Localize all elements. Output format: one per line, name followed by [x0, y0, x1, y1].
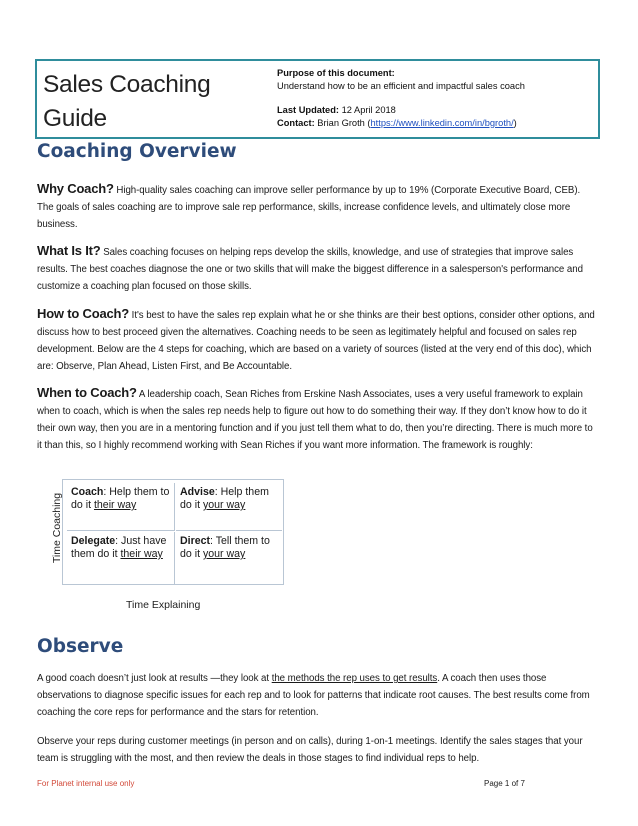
when-to-coach-text: A leadership coach, Sean Riches from Erskine Nash Associates, uses a very useful framework to explain when to coach, which is when the sales rep needs help to figure out how to do something their way. If they don’t know how to do it their own way, then you are in a mentoring function and if you just tell them what to do, then you’re directing. There is much more to it than this, so I highly recommend working with Sean Riches if you want more information. The framework is roughly: — [37, 389, 593, 451]
when-to-coach-paragraph — [37, 384, 599, 454]
observe-p1-end: . A coach then uses those observations to diagnose specific issues for each rep and to look for patterns that indicate root causes. The best results come from coaching the core reps for performance and the stars for retention. — [37, 673, 590, 718]
title-line-2: Guide — [43, 105, 107, 132]
direct-quadrant — [176, 532, 282, 584]
why-coach-paragraph — [37, 180, 599, 233]
how-to-coach-lead: How to Coach? — [37, 306, 130, 321]
when-to-coach-lead: When to Coach? — [37, 385, 137, 400]
title-box — [35, 59, 600, 139]
direct-text: : Tell them to do it — [180, 535, 270, 560]
title-line-1: Sales Coaching — [43, 71, 211, 98]
advise-text: : Help them do it — [180, 486, 269, 511]
what-is-it-text: Sales coaching focuses on helping reps develop the skills, knowledge, and use of strategies that improve sales results. The best coaches diagnose the one or two skills that will make the biggest difference in a salesperson's performance and customize a coaching plan focused on those skills. — [37, 247, 583, 292]
delegate-label: Delegate — [71, 535, 116, 547]
purpose-label: Purpose of this document: — [277, 68, 395, 78]
y-axis-label: Time Coaching — [51, 492, 64, 564]
contact-label: Contact: — [277, 117, 315, 128]
x-axis-label: Time Explaining — [126, 599, 201, 611]
direct-emphasis: your way — [202, 548, 246, 560]
direct-label: Direct — [180, 535, 211, 547]
coach-label: Coach — [71, 486, 104, 498]
coach-quadrant — [67, 483, 175, 531]
updated-value: 12 April 2018 — [341, 105, 396, 115]
contact-name: Brian Groth ( — [317, 117, 371, 128]
advise-quadrant — [176, 483, 282, 531]
delegate-text: : Just have them do it — [71, 535, 167, 560]
coach-emphasis: their way — [93, 499, 137, 511]
contact-close: ) — [513, 117, 517, 128]
delegate-emphasis: their way — [120, 548, 163, 560]
document-title — [43, 68, 243, 136]
how-to-coach-text: It's best to have the sales rep explain what he or she thinks are their best options, consider other options, and discuss how to best proceed given the alternatives. Coaching needs to be seen as legitimately helpful and focused on sales rep development. Below are the 4 steps for coaching, which are based on a variety of sources (listed at the very end of this doc), which are: Observe, Plan Ahead, Listen First, and Be Accountable. — [37, 310, 595, 372]
footer-page-number: Page 1 of 7 — [484, 779, 525, 788]
document-meta — [277, 67, 525, 129]
delegate-quadrant — [67, 532, 175, 584]
observe-paragraph-1 — [37, 670, 599, 721]
advise-emphasis: your way — [202, 499, 246, 511]
how-to-coach-paragraph — [37, 305, 599, 375]
coaching-overview-heading: Coaching Overview — [37, 141, 237, 162]
observe-paragraph-2: Observe your reps during customer meetings (in person and on calls), during 1-on-1 meetings. Identify the sales stages that your team is struggling with the most, and then review the deals in those stages to find individual reps to help. — [37, 736, 583, 764]
observe-p1-start: A good coach doesn’t just look at results —they look at — [37, 673, 272, 684]
framework-grid — [62, 479, 284, 585]
footer-classification: For Planet internal use only — [37, 779, 135, 788]
advise-label: Advise — [180, 486, 215, 498]
coaching-framework-figure — [38, 474, 298, 616]
observe-heading: Observe — [37, 636, 124, 657]
why-coach-lead: Why Coach? — [37, 181, 114, 196]
purpose-text: Understand how to be an efficient and impactful sales coach — [277, 80, 525, 91]
contact-link[interactable]: https://www.linkedin.com/in/bgroth/ — [370, 117, 514, 128]
updated-label: Last Updated: — [277, 105, 339, 115]
observe-p1-underlined: the methods the rep uses to get results — [271, 673, 438, 684]
what-is-it-paragraph — [37, 242, 599, 295]
coach-text: : Help them to do it — [71, 486, 170, 511]
why-coach-text: High-quality sales coaching can improve seller performance by up to 19% (Corporate Executive Board, CEB). The goals of sales coaching are to improve sale rep performance, skills, increase confidence levels, and ultimately close more business. — [37, 185, 581, 230]
what-is-it-lead: What Is It? — [37, 243, 101, 258]
